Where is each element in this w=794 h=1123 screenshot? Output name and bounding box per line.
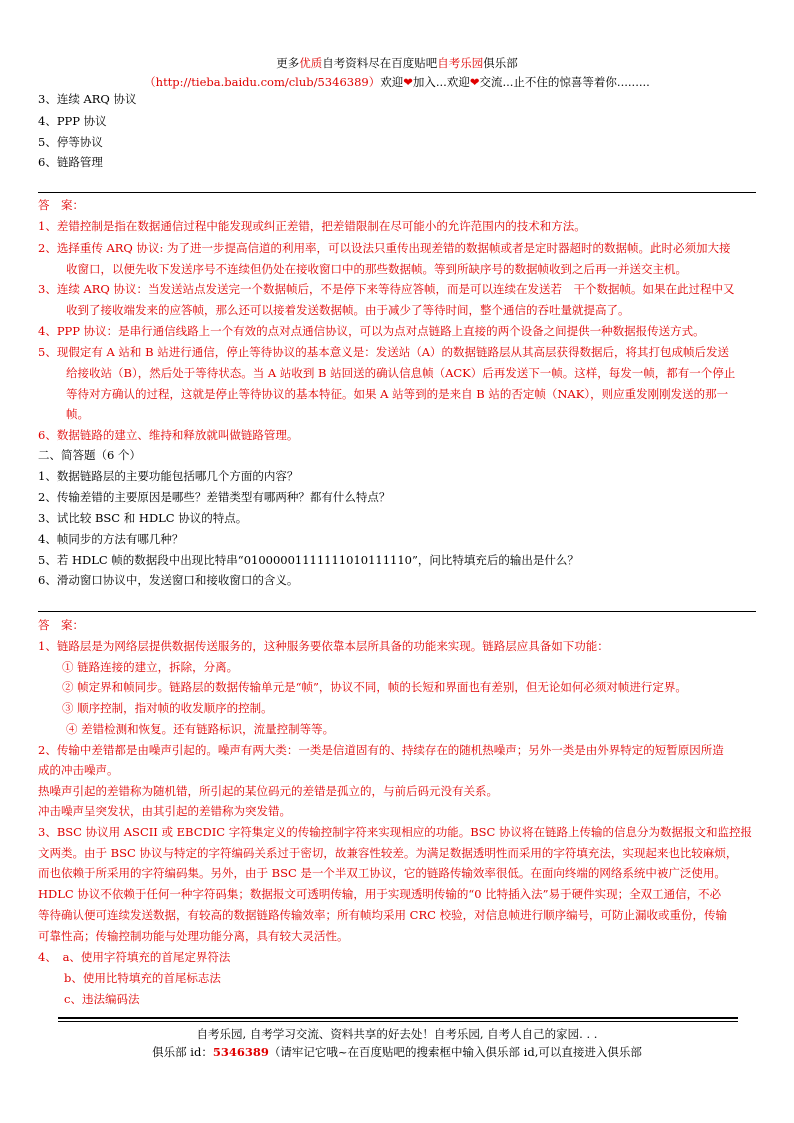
header-highlight-quality: 优质 bbox=[299, 56, 323, 70]
header-pre: 更多 bbox=[276, 56, 300, 70]
footer-rule bbox=[58, 1021, 738, 1022]
divider bbox=[38, 192, 756, 193]
answer-label: 答 案： bbox=[38, 618, 84, 632]
question-item: 4、帧同步的方法有哪几种？ bbox=[38, 532, 184, 546]
answer-line: 6、数据链路的建立、维持和释放就叫做链路管理。 bbox=[38, 428, 299, 442]
answer-line: 4、PPP 协议：是串行通信线路上一个有效的点对点通信协议，可以为点对点链路上直接的两个设备之间提供一种数据报传送方式。 bbox=[38, 324, 705, 338]
answer-line: 可靠性高；传输控制功能与处理功能分离，具有较大灵活性。 bbox=[38, 929, 349, 943]
heart-icon: ❤ bbox=[403, 75, 413, 89]
footer-id-note: （请牢记它哦~在百度贴吧的搜索框中输入俱乐部 id,可以直接进入俱乐部 bbox=[268, 1045, 642, 1059]
answer-line: 等待对方确认的过程，这就是停止等待协议的基本特征。如果 A 站等到的是来自 B 站的否定帧（NAK），则应重发刚刚发送的那一 bbox=[66, 387, 729, 401]
footer-rule bbox=[58, 1017, 738, 1019]
answer-line: HDLC 协议不依赖于任何一种字符码集；数据报文可透明传输，用于实现透明传输的“0 比特插入法”易于硬件实现；全双工通信，不必 bbox=[38, 887, 722, 901]
answer-line: b、使用比特填充的首尾标志法 bbox=[64, 971, 221, 985]
answer-line: 热噪声引起的差错称为随机错，所引起的某位码元的差错是孤立的，与前后码元没有关系。 bbox=[38, 784, 498, 798]
answer-line: 3、连续 ARQ 协议：当发送站点发送完一个数据帧后，不是停下来等待应答帧，而是可以连续在发送若 干个数据帧。如果在此过程中又 bbox=[38, 282, 735, 296]
list-item: 6、链路管理 bbox=[38, 155, 103, 169]
answer-line: ③ 顺序控制，指对帧的收发顺序的控制。 bbox=[62, 701, 273, 715]
header-line-1 bbox=[0, 54, 794, 73]
answer-line: 等待确认便可连续发送数据，有较高的数据链路传输效率；所有帧均采用 CRC 校验，对信息帧进行顺序编号，可防止漏收或重份，传输 bbox=[38, 908, 728, 922]
answer-line: 4、 a、使用字符填充的首尾定界符法 bbox=[38, 950, 231, 964]
answer-line: 冲击噪声呈突发状，由其引起的差错称为突发错。 bbox=[38, 804, 291, 818]
header-post: 俱乐部 bbox=[483, 56, 518, 70]
question-item: 5、若 HDLC 帧的数据段中出现比特串“01000001111111010111110”，问比特填充后的输出是什么？ bbox=[38, 553, 579, 567]
answer-line: ② 帧定界和帧同步。链路层的数据传输单元是“帧”，协议不同，帧的长短和界面也有差别，但无论如何必须对帧进行定界。 bbox=[62, 680, 687, 694]
header-welcome-join: 加入...欢迎 bbox=[412, 75, 470, 89]
answer-line: 文两类。由于 BSC 协议与特定的字符编码关系过于密切，故兼容性较差。为满足数据透明性而采用的字符填充法，实现起来也比较麻烦， bbox=[38, 846, 738, 860]
answer-line: 5、现假定有 A 站和 B 站进行通信，停止等待协议的基本意义是：发送站（A）的数据链路层从其高层获得数据后，将其打包成帧后发送 bbox=[38, 345, 729, 359]
header-url-link[interactable]: （http://tieba.baidu.com/club/5346389） bbox=[144, 75, 381, 89]
question-item: 3、试比较 BSC 和 HDLC 协议的特点。 bbox=[38, 511, 248, 525]
header-mid: 自考资料尽在百度贴吧 bbox=[322, 56, 438, 70]
answer-line: 成的冲击噪声。 bbox=[38, 763, 119, 777]
answer-line: 2、传输中差错都是由噪声引起的。噪声有两大类：一类是信道固有的、持续存在的随机热噪声；另外一类是由外界特定的短暂原因所造 bbox=[38, 743, 724, 757]
footer-line-2 bbox=[0, 1043, 794, 1061]
header-line-2 bbox=[0, 73, 794, 92]
answer-line: 而也依赖于所采用的字符编码集。另外，由于 BSC 是一个半双工协议，它的链路传输效率很低。在面向终端的网络系统中被广泛使用。 bbox=[38, 866, 726, 880]
question-item: 2、传输差错的主要原因是哪些？差错类型有哪两种？都有什么特点？ bbox=[38, 490, 391, 504]
answer-line: ④ 差错检测和恢复。还有链路标识，流量控制等等。 bbox=[66, 722, 335, 736]
question-item: 6、滑动窗口协议中，发送窗口和接收窗口的含义。 bbox=[38, 573, 299, 587]
answer-line: 2、选择重传 ARQ 协议: 为了进一步提高信道的利用率，可以设法只重传出现差错的数据帧或者是定时器超时的数据帧。此时必须加大接 bbox=[38, 241, 731, 255]
answer-label: 答 案： bbox=[38, 198, 84, 212]
page-header bbox=[0, 54, 794, 92]
list-item: 5、停等协议 bbox=[38, 135, 103, 149]
divider bbox=[38, 611, 756, 612]
header-welcome: 欢迎 bbox=[380, 75, 404, 89]
answer-line: 帧。 bbox=[66, 407, 89, 421]
list-item: 4、PPP 协议 bbox=[38, 114, 107, 128]
header-welcome-exchange: 交流...止不住的惊喜等着你......... bbox=[479, 75, 650, 89]
list-item: 3、连续 ARQ 协议 bbox=[38, 92, 137, 106]
answer-line: 1、差错控制是指在数据通信过程中能发现或纠正差错，把差错限制在尽可能小的允许范围内的技术和方法。 bbox=[38, 219, 586, 233]
section-title: 二、简答题（6 个） bbox=[38, 448, 141, 462]
heart-icon: ❤ bbox=[469, 75, 480, 89]
club-id: 5346389 bbox=[212, 1045, 269, 1059]
answer-line: 给接收站（B），然后处于等待状态。当 A 站收到 B 站回送的确认信息帧（ACK）后再发送下一帧。这样，每发一帧，都有一个停止 bbox=[66, 366, 736, 380]
answer-line: 1、链路层是为网络层提供数据传送服务的，这种服务要依靠本层所具备的功能来实现。链路层应具备如下功能： bbox=[38, 639, 609, 653]
footer-line-1: 自考乐园, 自考学习交流、资料共享的好去处！自考乐园, 自考人自己的家园. . . bbox=[196, 1027, 598, 1041]
answer-line: c、违法编码法 bbox=[64, 992, 140, 1006]
answer-line: 3、BSC 协议用 ASCII 或 EBCDIC 字符集定义的传输控制字符来实现相应的功能。BSC 协议将在链路上传输的信息分为数据报文和监控报 bbox=[38, 825, 752, 839]
footer-id-label: 俱乐部 id： bbox=[152, 1045, 213, 1059]
answer-line: 收窗口，以便先收下发送序号不连续但仍处在接收窗口中的那些数据帧。等到所缺序号的数据帧收到之后再一并送交主机。 bbox=[66, 262, 687, 276]
question-item: 1、数据链路层的主要功能包括哪几个方面的内容？ bbox=[38, 469, 299, 483]
answer-line: 收到了接收端发来的应答帧，那么还可以接着发送数据帧。由于减少了等待时间，整个通信的吞吐量就提高了。 bbox=[66, 303, 630, 317]
answer-line: ① 链路连接的建立，拆除，分离。 bbox=[62, 660, 239, 674]
header-highlight-club[interactable]: 自考乐园 bbox=[437, 56, 484, 70]
